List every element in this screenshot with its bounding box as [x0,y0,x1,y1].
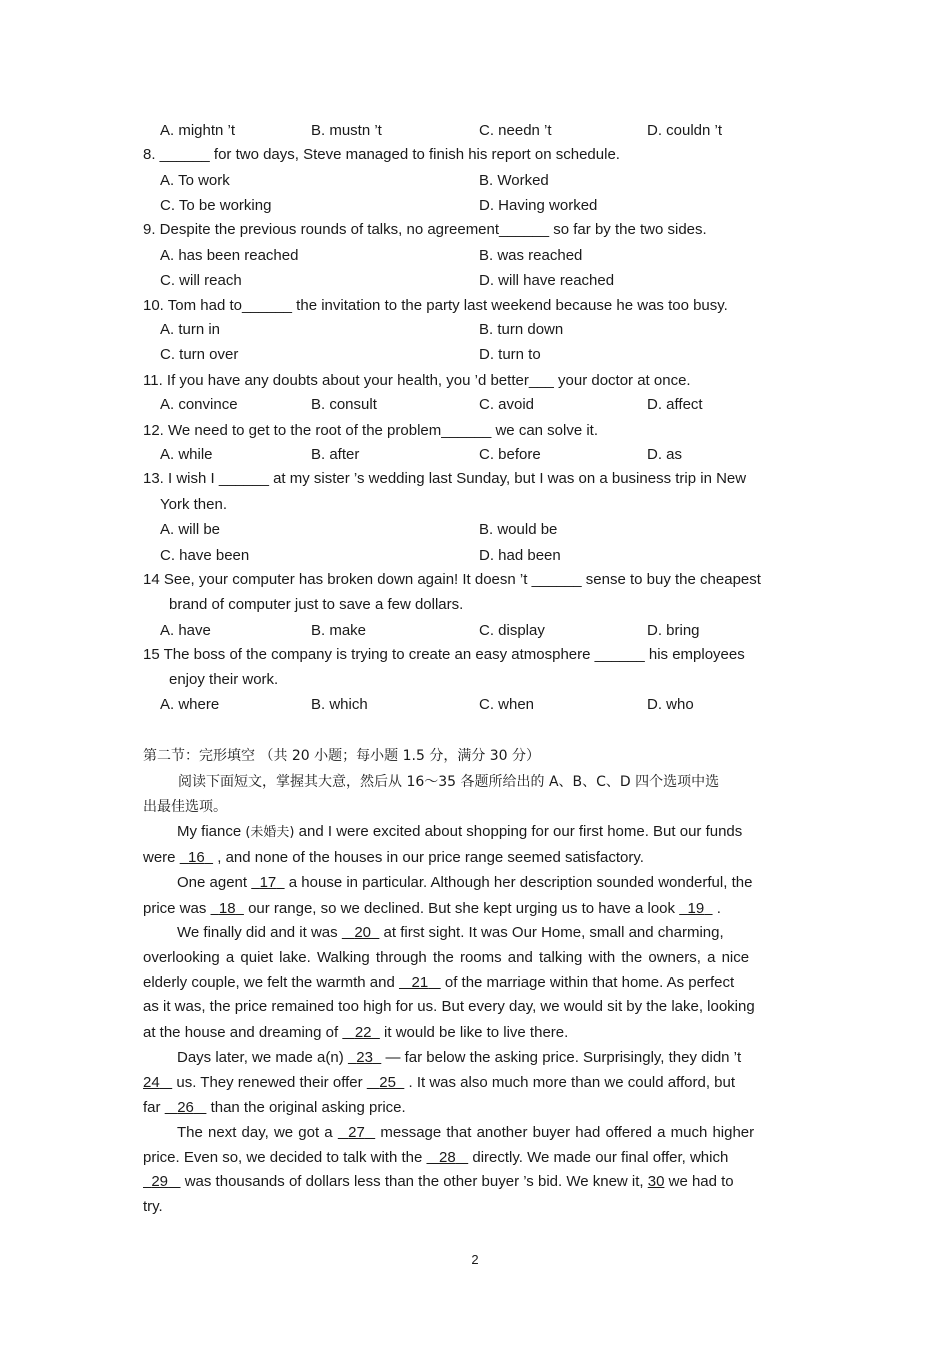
q14-stem: 14 See, your computer has broken down again! It doesn ’t ______ sense to buy the cheapest [143,571,761,588]
passage-line-4: price was 18 our range, so we declined. But she kept urging us to have a look 19 . [143,900,721,917]
section2-instruction: 阅读下面短文，掌握其大意，然后从 16～35 各题所给出的 A、B、C、D 四个选项中选 [178,774,720,790]
blank-29: 29 [151,1173,169,1190]
blank-30: 30 [647,1173,665,1190]
blank-24: 24 [143,1074,160,1091]
q9-option-b: B. was reached [479,247,583,264]
blank-22: 22 [354,1024,372,1041]
page-number: 2 [471,1252,479,1267]
q10-option-d: D. turn to [479,346,541,363]
q13-stem: 13. I wish I ______ at my sister ’s wedding last Sunday, but I was on a business trip in New [143,470,747,487]
q10-option-a: A. turn in [160,321,221,338]
q9-option-c: C. will reach [160,272,242,289]
section2-heading: 第二节：完形填空 （共 20 小题；每小题 1.5 分，满分 30 分） [143,748,541,764]
q12-option-a: A. while [160,446,213,463]
q11-stem: 11. If you have any doubts about your health, you ’d better___ your doctor at once. [143,372,691,389]
q11-option-a: A. convince [160,396,238,413]
q10-option-c: C. turn over [160,346,239,363]
q15-option-d: D. who [647,696,694,713]
q12-stem: 12. We need to get to the root of the problem______ we can solve it. [143,422,599,439]
blank-16: 16 [188,849,205,866]
q13-option-c: C. have been [160,547,250,564]
blank-17: 17 [259,874,277,891]
passage-line-6: overlooking a quiet lake. Walking through the rooms and talking with the owners, a nice [143,949,750,966]
q7-option-a: A. mightn ’t [160,122,236,139]
q7-option-b: B. mustn ’t [311,122,382,139]
passage-line-3: One agent 17 a house in particular. Although her description sounded wonderful, the [177,874,753,891]
q13-option-d: D. had been [479,547,561,564]
q12-option-b: B. after [311,446,360,463]
q11-option-c: C. avoid [479,396,535,413]
passage-line-14: price. Even so, we decided to talk with the 28 directly. We made our final offer, which [143,1149,729,1166]
q11-option-d: D. affect [647,396,703,413]
passage-line-12: far 26 than the original asking price. [143,1099,406,1116]
q7-option-c: C. needn ’t [479,122,552,139]
passage-line-9: at the house and dreaming of 22 it would be like to live there. [143,1024,569,1041]
passage-line-15: 29 was thousands of dollars less than the other buyer ’s bid. We knew it, 30 we had to [143,1172,734,1192]
blank-19: 19 [687,900,705,917]
passage-line-2: were 16 , and none of the houses in our price range seemed satisfactory. [143,849,644,866]
q15-stem-cont: enjoy their work. [169,671,279,688]
q9-stem: 9. Despite the previous rounds of talks, no agreement______ so far by the two sides. [143,221,707,238]
passage-line-8: as it was, the price remained too high for us. But every day, we would sit by the lake, looking [143,998,755,1015]
blank-23: 23 [356,1049,373,1066]
blank-28: 28 [439,1149,456,1166]
q7-option-d: D. couldn ’t [647,122,723,139]
passage-line-11: 24 us. They renewed their offer 25 . It was also much more than we could afford, but [143,1074,736,1091]
q13-option-a: A. will be [160,521,221,538]
passage-line-1: My fiance (未婚夫) and I were excited about shopping for our first home. But our funds [177,823,743,840]
passage-line-7: elderly couple, we felt the warmth and 21 of the marriage within that home. As perfect [143,974,735,991]
blank-26: 26 [177,1099,194,1116]
blank-20: 20 [354,924,372,941]
fiance-gloss: (未婚夫) [245,825,295,840]
q14-option-d: D. bring [647,622,700,639]
section2-instruction-cont: 出最佳选项。 [143,799,227,815]
blank-25: 25 [379,1074,396,1091]
q14-option-c: C. display [479,622,545,639]
blank-21: 21 [411,974,429,991]
passage-line-5: We finally did and it was 20 at first sight. It was Our Home, small and charming, [177,924,724,941]
q8-option-b: B. Worked [479,172,549,189]
q15-option-c: C. when [479,696,535,713]
q11-option-b: B. consult [311,396,377,413]
q13-stem-cont: York then. [160,496,227,513]
q8-stem: 8. ______ for two days, Steve managed to finish his report on schedule. [143,146,620,163]
q9-option-d: D. will have reached [479,272,615,289]
q14-stem-cont: brand of computer just to save a few dollars. [169,596,464,613]
q8-option-a: A. To work [160,172,230,189]
q10-stem: 10. Tom had to______ the invitation to the party last weekend because he was too busy. [143,297,728,314]
q8-option-c: C. To be working [160,197,272,214]
passage-line-13: The next day, we got a 27 message that another buyer had offered a much higher [177,1124,755,1141]
q12-option-c: C. before [479,446,541,463]
blank-18: 18 [218,900,236,917]
q13-option-b: B. would be [479,521,558,538]
q14-option-a: A. have [160,622,211,639]
q9-option-a: A. has been reached [160,247,299,264]
q15-stem: 15 The boss of the company is trying to create an easy atmosphere ______ his employees [143,646,745,663]
q12-option-d: D. as [647,446,683,463]
q15-option-b: B. which [311,696,368,713]
q14-option-b: B. make [311,622,367,639]
q15-option-a: A. where [160,696,220,713]
q8-option-d: D. Having worked [479,197,598,214]
passage-line-16: try. [143,1198,163,1215]
passage-line-10: Days later, we made a(n) 23 — far below the asking price. Surprisingly, they didn ’t [177,1049,742,1066]
q10-option-b: B. turn down [479,321,564,338]
blank-27: 27 [348,1124,365,1141]
